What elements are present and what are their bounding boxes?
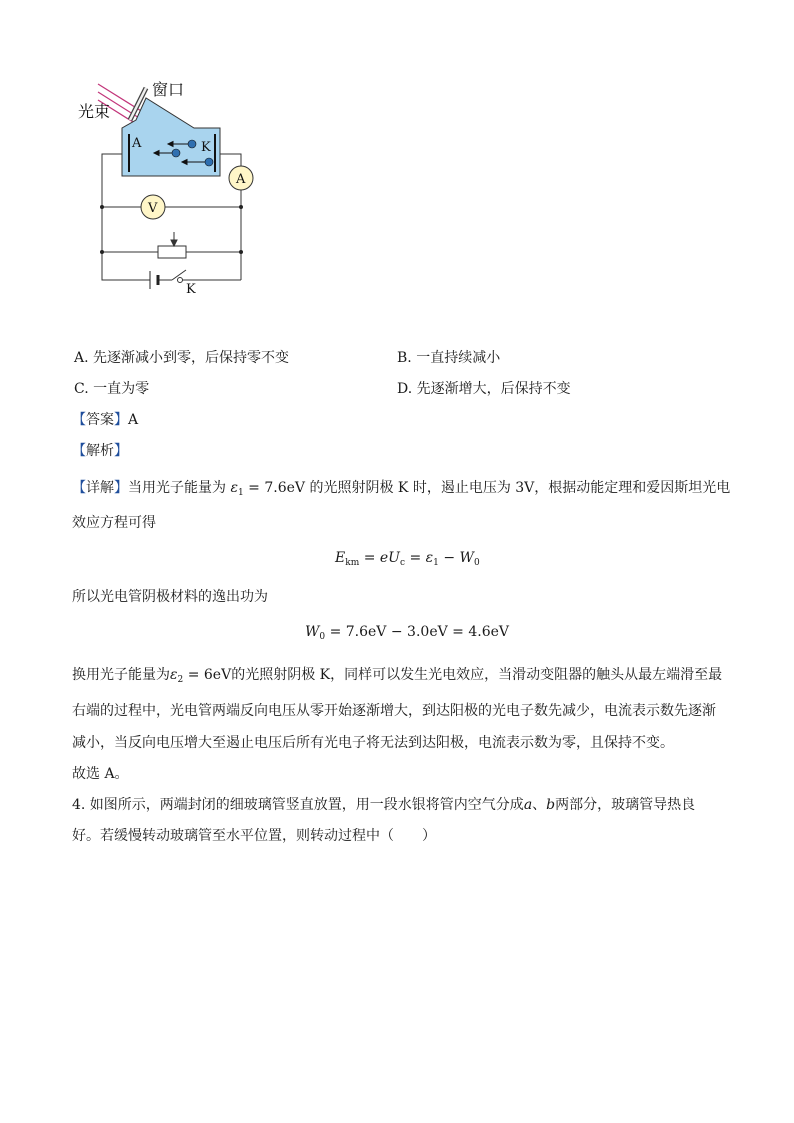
equation-einstein: $E_{km} = eU_c = \varepsilon_1 - W_0$ bbox=[335, 550, 480, 568]
label-switch: K bbox=[186, 282, 196, 297]
option-c: C. 一直为零 bbox=[74, 381, 150, 397]
detail-text: 当用光子能量为 bbox=[128, 480, 226, 496]
epsilon2-expression: $\varepsilon_2 = 6eV$ bbox=[170, 667, 232, 685]
detail-tag: 详解 bbox=[86, 480, 114, 496]
label-ammeter: A bbox=[236, 172, 246, 187]
answer-value: A bbox=[128, 412, 139, 428]
detail-text-cont: 的光照射阴极 K 时，遏止电压为 3V，根据动能定理和爱因斯坦光电 bbox=[309, 480, 731, 496]
work-function-intro: 所以光电管阴极材料的逸出功为 bbox=[72, 589, 268, 605]
label-window: 窗口 bbox=[152, 80, 185, 99]
variable-b: b bbox=[546, 797, 556, 813]
rheostat-slider bbox=[171, 232, 241, 246]
switch bbox=[172, 270, 186, 283]
detail-p3-line-2: 右端的过程中，光电管两端反向电压从零开始逐渐增大，到达阳极的光电子数先减少，电流表示数先逐渐 bbox=[72, 703, 716, 719]
question-4-line-2: 好。若缓慢转动玻璃管至水平位置，则转动过程中（ ） bbox=[72, 828, 436, 844]
detail-p3-line-3: 减小，当反向电压增大至遏止电压后所有光电子将无法到达阳极，电流表示数为零，且保持不变。 bbox=[72, 735, 674, 751]
variable-a: a bbox=[523, 797, 533, 813]
detail-p3-line-1: 换用光子能量为$\varepsilon_2 = 6eV$的光照射阴极 K，同样可以发生光电效应，当滑动变阻器的触头从最左端滑至最 bbox=[72, 667, 723, 685]
label-anode: A bbox=[132, 136, 142, 151]
question-4-line-1: 4. 如图所示，两端封闭的细玻璃管竖直放置，用一段水银将管内空气分成a、b两部分，玻璃管导热良 bbox=[72, 797, 696, 813]
detail-line-1: 【详解】当用光子能量为 $\varepsilon_1 = 7.6eV$ 的光照射阴极 K 时，遏止电压为 3V，根据动能定理和爱因斯坦光电 bbox=[72, 480, 731, 498]
option-a: A. 先逐渐减小到零，后保持零不变 bbox=[74, 350, 290, 366]
option-b: B. 一直持续减小 bbox=[397, 350, 501, 366]
epsilon1-expression: $\varepsilon_1 = 7.6eV$ bbox=[230, 480, 306, 498]
answer-line: 【答案】A bbox=[72, 412, 139, 428]
conclusion: 故选 A。 bbox=[72, 766, 129, 782]
label-cathode: K bbox=[201, 140, 211, 155]
analysis-line: 【解析】 bbox=[72, 443, 128, 459]
equation-work-function: $W_0 = 7.6eV - 3.0eV = 4.6eV$ bbox=[305, 624, 510, 642]
option-d: D. 先逐渐增大，后保持不变 bbox=[397, 381, 571, 397]
photoelectric-circuit-diagram bbox=[70, 72, 270, 304]
battery bbox=[150, 271, 158, 289]
detail-line-2: 效应方程可得 bbox=[72, 515, 156, 531]
rheostat bbox=[158, 246, 186, 258]
label-beam: 光束 bbox=[78, 102, 111, 121]
label-voltmeter: V bbox=[148, 201, 158, 216]
analysis-tag: 解析 bbox=[86, 443, 114, 459]
answer-tag: 答案 bbox=[86, 412, 114, 428]
